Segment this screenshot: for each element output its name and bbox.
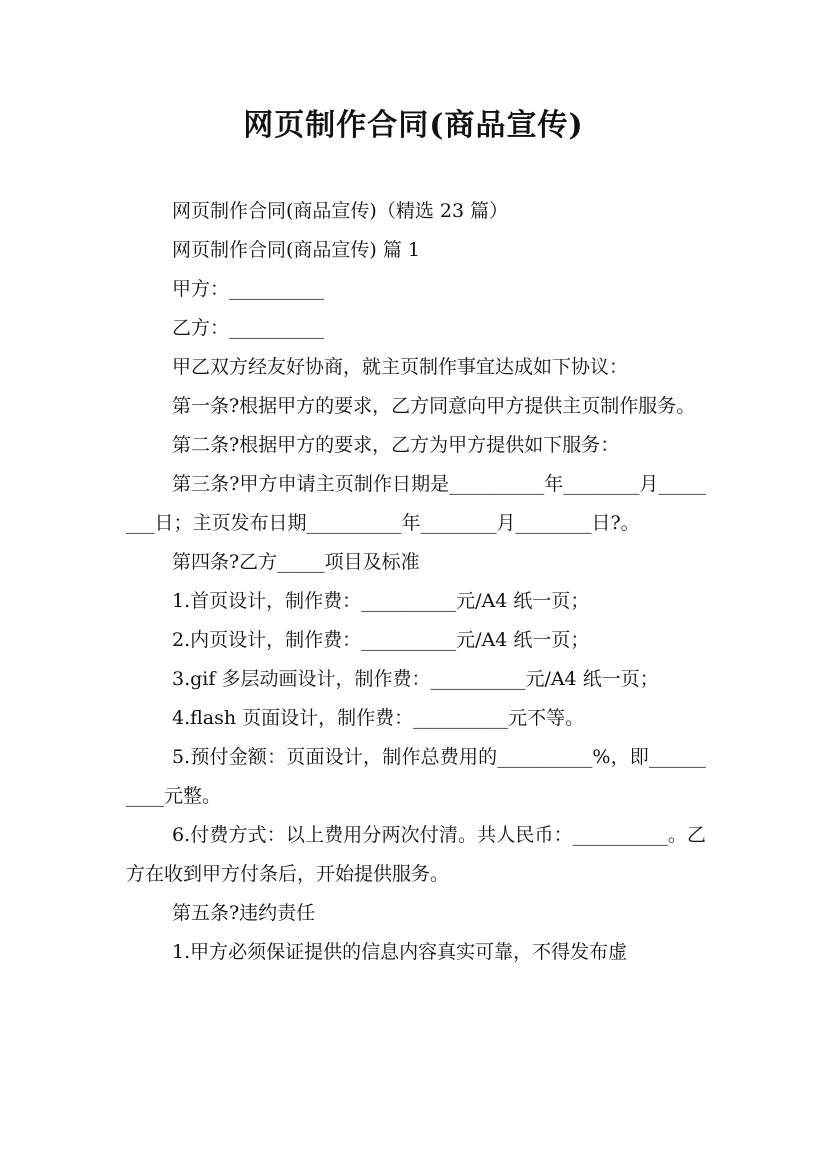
paragraph-item-4: 4.flash 页面设计，制作费：__________元不等。 [172, 707, 585, 729]
paragraph-item-6: 6.付费方式：以上费用分两次付清。共人民币：__________。乙方在收到甲方付条后，开始提供服务。 [126, 824, 706, 885]
document-title: 网页制作合同(商品宣传) [243, 108, 584, 143]
paragraph-liability-1: 1.甲方必须保证提供的信息内容真实可靠，不得发布虚 [172, 941, 628, 963]
paragraph-item-3: 3.gif 多层动画设计，制作费：__________元/A4 纸一页； [172, 668, 659, 690]
paragraph-section-heading: 网页制作合同(商品宣传) 篇 1 [172, 239, 420, 261]
paragraph-article-1: 第一条?根据甲方的要求，乙方同意向甲方提供主页制作服务。 [172, 395, 696, 417]
paragraph-item-1: 1.首页设计，制作费：__________元/A4 纸一页； [172, 590, 590, 612]
paragraph-item-2: 2.内页设计，制作费：__________元/A4 纸一页； [172, 629, 590, 651]
document-body [126, 192, 706, 972]
paragraph-article-4: 第四条?乙方_____项目及标准 [172, 551, 420, 573]
paragraph-item-5: 5.预付金额：页面设计，制作总费用的__________%，即__________元整。 [126, 746, 706, 807]
paragraph-article-5: 第五条?违约责任 [172, 902, 316, 924]
paragraph-agreement-intro: 甲乙双方经友好协商，就主页制作事宜达成如下协议： [172, 356, 629, 378]
paragraph-article-3: 第三条?甲方申请主页制作日期是__________年________月________日；主页发布日期__________年________月________日?。 [126, 473, 706, 534]
paragraph-party-b: 乙方：__________ [172, 317, 325, 339]
paragraph-party-a: 甲方：__________ [172, 278, 325, 300]
paragraph-article-2: 第二条?根据甲方的要求，乙方为甲方提供如下服务： [172, 434, 620, 456]
paragraph-subtitle: 网页制作合同(商品宣传)（精选 23 篇） [172, 200, 509, 222]
